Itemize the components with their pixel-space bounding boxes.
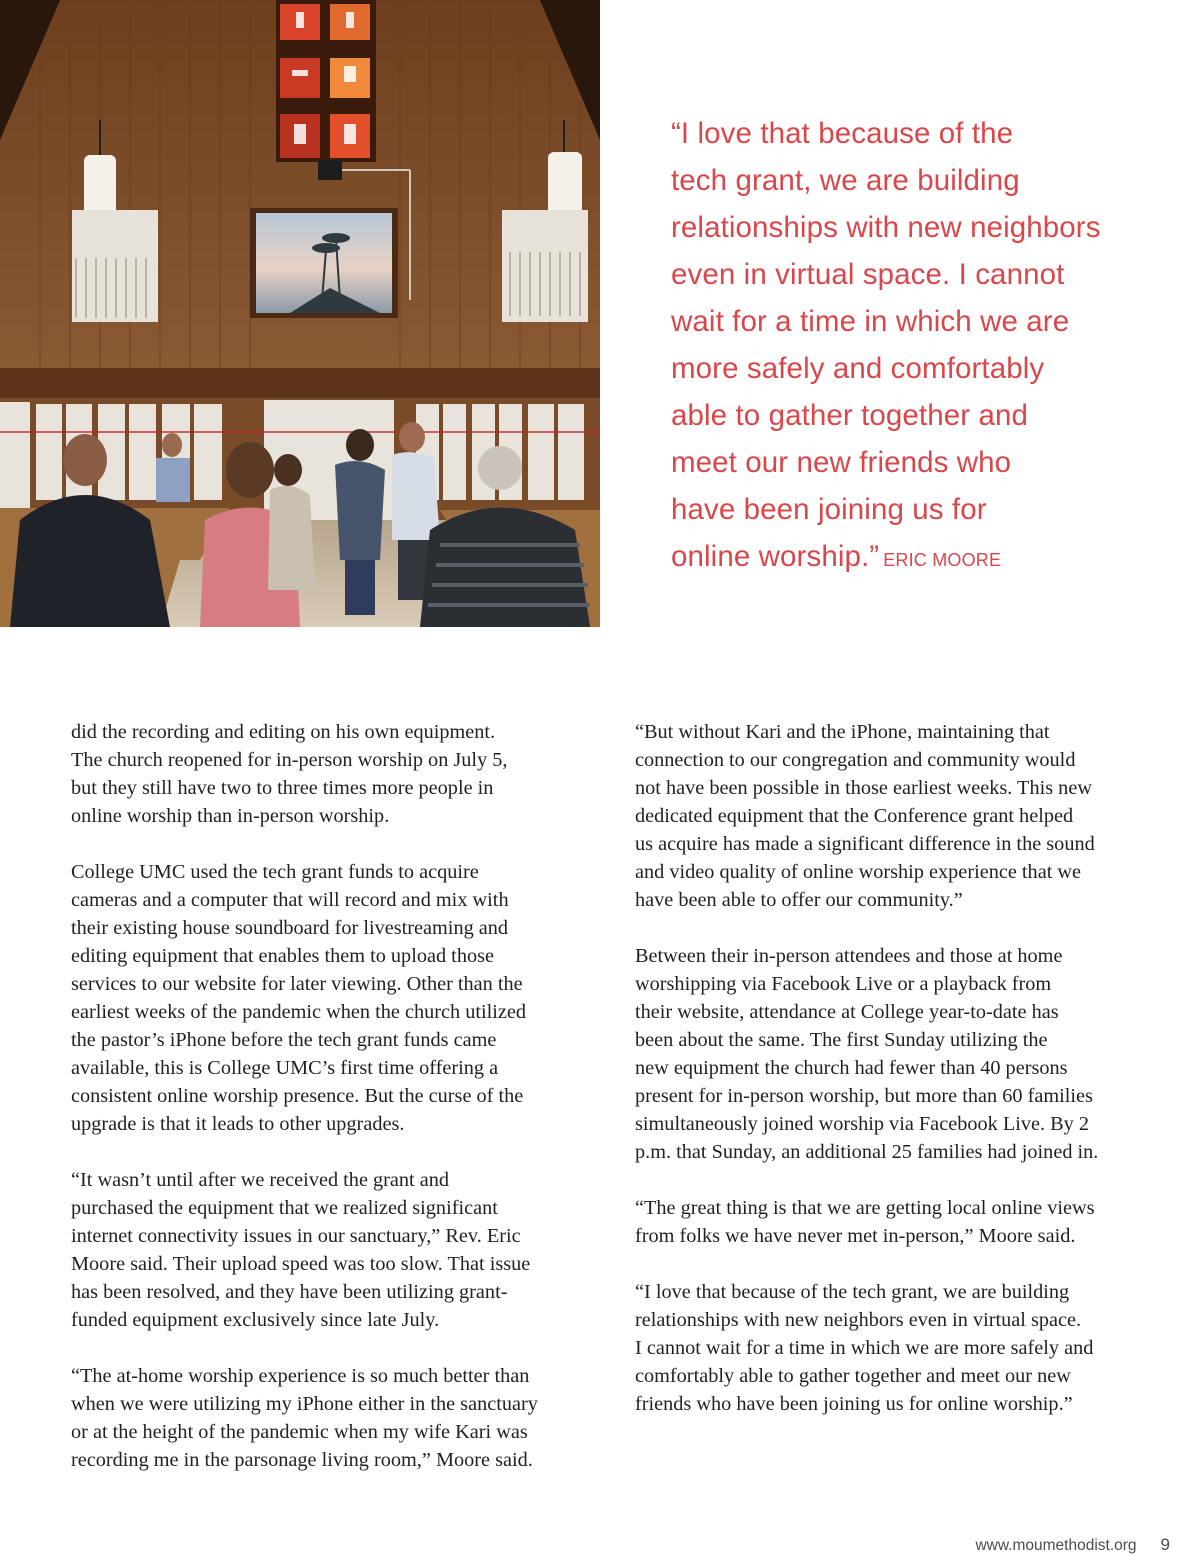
paragraph <box>635 718 1135 914</box>
text-line: purchased the equipment that we realized significant <box>71 1197 498 1219</box>
text-line: Moore said. Their upload speed was too slow. That issue <box>71 1253 531 1275</box>
pull-quote-line: able to gather together and <box>671 399 1028 432</box>
article-right-column <box>635 718 1135 1446</box>
paragraph <box>71 1362 571 1474</box>
text-line: relationships with new neighbors even in virtual space. <box>635 1309 1082 1331</box>
pull-quote-line: relationships with new neighbors <box>671 211 1101 244</box>
text-line: when we were utilizing my iPhone either in the sanctuary <box>71 1393 538 1415</box>
pull-quote-line: more safely and comfortably <box>671 352 1045 385</box>
text-line: connection to our congregation and community would <box>635 749 1076 771</box>
paragraph <box>71 858 571 1138</box>
website-link[interactable]: www.moumethodist.org <box>975 1537 1137 1554</box>
text-line: cameras and a computer that will record and mix with <box>71 889 509 911</box>
text-line: “The great thing is that we are getting local online views <box>635 1197 1095 1219</box>
text-line: friends who have been joining us for online worship.” <box>635 1393 1073 1415</box>
paragraph <box>635 1278 1135 1418</box>
text-line: “It wasn’t until after we received the grant and <box>71 1169 450 1191</box>
text-line: internet connectivity issues in our sanctuary,” Rev. Eric <box>71 1225 521 1247</box>
paragraph <box>71 718 571 830</box>
text-line: the pastor’s iPhone before the tech grant funds came <box>71 1029 497 1051</box>
text-line: consistent online worship presence. But the curse of the <box>71 1085 524 1107</box>
text-line: available, this is College UMC’s first time offering a <box>71 1057 499 1079</box>
text-line: The church reopened for in-person worship on July 5, <box>71 749 508 771</box>
pull-quote-line: “I love that because of the <box>671 117 1014 150</box>
text-line: recording me in the parsonage living room,” Moore said. <box>71 1449 533 1471</box>
text-line: earliest weeks of the pandemic when the church utilized <box>71 1001 527 1023</box>
pull-quote-line: online worship.” <box>671 540 880 573</box>
pull-quote-line: have been joining us for <box>671 493 987 526</box>
page-footer <box>975 1535 1170 1555</box>
pull-quote-last-line <box>671 533 1171 584</box>
pull-quote-line: meet our new friends who <box>671 446 1012 479</box>
pull-quote <box>671 110 1171 584</box>
text-line: online worship than in-person worship. <box>71 805 390 827</box>
text-line: Between their in-person attendees and those at home <box>635 945 1063 967</box>
text-line: p.m. that Sunday, an additional 25 families had joined in. <box>635 1141 1099 1163</box>
text-line: not have been possible in those earliest weeks. This new <box>635 777 1092 799</box>
text-line: “I love that because of the tech grant, we are building <box>635 1281 1070 1303</box>
text-line: funded equipment exclusively since late July. <box>71 1309 440 1331</box>
pull-quote-line: tech grant, we are building <box>671 164 1020 197</box>
text-line: but they still have two to three times more people in <box>71 777 494 799</box>
text-line: did the recording and editing on his own equipment. <box>71 721 496 743</box>
text-line: comfortably able to gather together and meet our new <box>635 1365 1071 1387</box>
page-number: 9 <box>1160 1535 1170 1554</box>
text-line: present for in-person worship, but more than 60 families <box>635 1085 1093 1107</box>
text-line: worshipping via Facebook Live or a playback from <box>635 973 1052 995</box>
pull-quote-line: even in virtual space. I cannot <box>671 258 1065 291</box>
text-line: I cannot wait for a time in which we are more safely and <box>635 1337 1094 1359</box>
paragraph <box>635 942 1135 1166</box>
text-line: simultaneously joined worship via Facebook Live. By 2 <box>635 1113 1090 1135</box>
text-line: College UMC used the tech grant funds to acquire <box>71 861 479 883</box>
text-line: have been able to offer our community.” <box>635 889 963 911</box>
text-line: services to our website for later viewing. Other than the <box>71 973 523 995</box>
text-line: “But without Kari and the iPhone, maintaining that <box>635 721 1050 743</box>
text-line: new equipment the church had fewer than 40 persons <box>635 1057 1068 1079</box>
text-line: us acquire has made a significant difference in the sound <box>635 833 1095 855</box>
pull-quote-attribution: ERIC MOORE <box>883 550 1002 570</box>
article-left-column <box>71 718 571 1502</box>
text-line: been about the same. The first Sunday utilizing the <box>635 1029 1048 1051</box>
text-line: or at the height of the pandemic when my wife Kari was <box>71 1421 528 1443</box>
text-line: dedicated equipment that the Conference grant helped <box>635 805 1074 827</box>
text-line: and video quality of online worship experience that we <box>635 861 1082 883</box>
paragraph <box>71 1166 571 1334</box>
text-line: their website, attendance at College year-to-date has <box>635 1001 1059 1023</box>
sanctuary-photo <box>0 0 600 627</box>
text-line: from folks we have never met in-person,” Moore said. <box>635 1225 1076 1247</box>
text-line: has been resolved, and they have been utilizing grant- <box>71 1281 508 1303</box>
text-line: their existing house soundboard for livestreaming and <box>71 917 509 939</box>
text-line: upgrade is that it leads to other upgrades. <box>71 1113 405 1135</box>
paragraph <box>635 1194 1135 1250</box>
pull-quote-line: wait for a time in which we are <box>671 305 1070 338</box>
text-line: “The at-home worship experience is so much better than <box>71 1365 530 1387</box>
text-line: editing equipment that enables them to upload those <box>71 945 494 967</box>
